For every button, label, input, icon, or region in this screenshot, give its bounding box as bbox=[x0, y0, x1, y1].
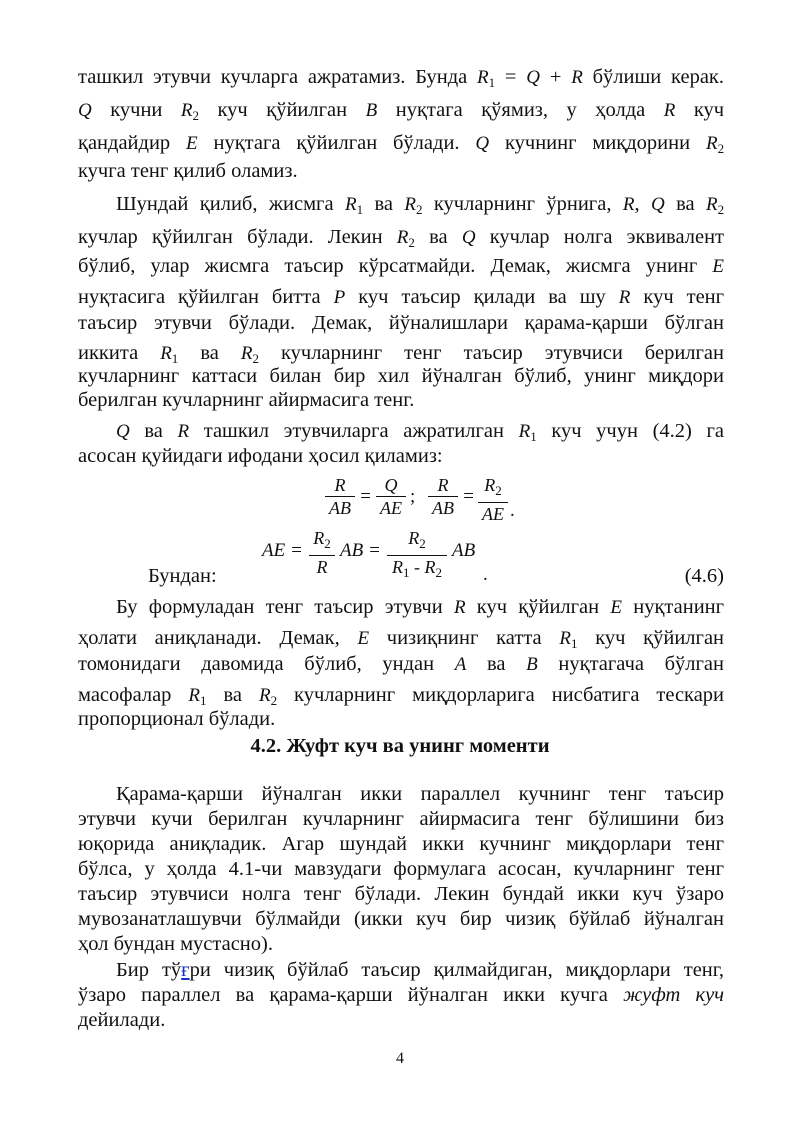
text: ва bbox=[223, 684, 242, 706]
para6-line3: дейилади. bbox=[78, 1009, 166, 1031]
para6-line2 bbox=[78, 982, 724, 1008]
text: ва bbox=[429, 226, 448, 248]
para3-line2: асосан қуйидаги ифодани ҳосил қиламиз: bbox=[78, 445, 443, 467]
para3-line1: Q ва R ташкил этувчиларга ажратилган $R_1$ куч учун (4.2) га bbox=[116, 420, 724, 444]
text bbox=[116, 959, 724, 981]
para5-line5: таъсир этувчиси нолга тенг бўлади. Лекин бундай икки куч ўзаро bbox=[78, 883, 724, 905]
sym-r1: $R_1$ bbox=[559, 628, 578, 651]
section-heading: 4.2. Жуфт куч ва унинг моменти bbox=[250, 735, 550, 757]
para5-line4: бўлса, у ҳолда 4.1-чи мавзудаги формулага асосан, кучларнинг тенг bbox=[78, 858, 724, 880]
text: нуқтага қўямиз, у ҳолда bbox=[395, 99, 646, 121]
text: ва bbox=[374, 193, 393, 215]
text: ва bbox=[200, 342, 219, 364]
text: ва bbox=[144, 420, 163, 442]
bundan-label: Бундан: bbox=[148, 565, 217, 587]
text: кучлар қўйилган бўлади. Лекин bbox=[78, 226, 383, 248]
text: кучни bbox=[110, 99, 163, 121]
sym-r2: $R_2$ bbox=[706, 194, 725, 217]
para1-line2: Q кучни $R_2$ куч қўйилган B нуқтага қўямиз, у ҳолда R куч bbox=[78, 99, 725, 123]
text: куч таъсир қилади ва шу bbox=[358, 286, 606, 308]
text: Бу формуладан тенг таъсир этувчи bbox=[116, 596, 443, 618]
para2-line1: Шундай қилиб, жисмга $R_1$ ва $R_2$ кучларнинг ўрнига, R, Q ва $R_2$ bbox=[116, 193, 725, 217]
para5-line1: Қарама-қарши йўналган икки параллел кучнинг тенг таъсир bbox=[116, 783, 724, 805]
ab-eq-symbol: AB = bbox=[340, 540, 381, 561]
text: кучларнинг миқдорларига нисбатига тескари bbox=[294, 684, 725, 706]
text: нуқтагача бўлган bbox=[558, 653, 724, 675]
text: ва bbox=[676, 193, 695, 215]
text: чизиқнинг катта bbox=[386, 627, 542, 649]
text: куч bbox=[693, 99, 725, 121]
para2-line5: таъсир этувчи бўлади. Демак, йўналишлари қарама-қарши бўлган bbox=[78, 312, 724, 334]
sym-r2: $R_2$ bbox=[240, 343, 259, 366]
text: куч тенг bbox=[643, 286, 725, 308]
para1-line1 bbox=[78, 64, 724, 96]
para1-line4: кучга тенг қилиб оламиз. bbox=[78, 160, 298, 182]
sym-r1: $R_1$ bbox=[188, 685, 207, 708]
equals-sign: = bbox=[359, 486, 372, 507]
fraction-r2-r1-minus-r2: $\frac{R_2}{R_1 - R_2}$ bbox=[387, 527, 447, 584]
equals-sign: = bbox=[462, 486, 475, 507]
text: иккита bbox=[78, 342, 139, 364]
para1-line3: қандайдир E нуқтага қўйилган бўлади. Q кучнинг миқдорини $R_2$ bbox=[78, 132, 725, 156]
sym-r2: $R_2$ bbox=[258, 685, 278, 708]
fraction-r-ab-2: $\frac{R}{AB}$ bbox=[428, 474, 458, 519]
para4-line2: ҳолати аниқланади. Демак, E чизиқнинг катта $R_1$ куч қўйилган bbox=[78, 627, 725, 651]
ab-symbol: AB bbox=[452, 540, 476, 561]
text: ташкил этувчиларга ажратилган bbox=[203, 420, 504, 442]
text: кучнинг миқдорини bbox=[504, 132, 691, 154]
text: , bbox=[634, 193, 640, 215]
text: ва bbox=[486, 653, 506, 675]
para6-line1 bbox=[116, 957, 724, 983]
text: Шундай қилиб, жисмга bbox=[116, 193, 334, 215]
sym-r2: $R_2$ bbox=[180, 100, 200, 123]
text: куч қўйилган bbox=[476, 596, 600, 618]
para5-line2: этувчи кучи берилган кучларнинг айирмасига тенг бўлишини биз bbox=[78, 808, 724, 830]
sym-r1: $R_1$ bbox=[518, 421, 537, 444]
text: ҳолати аниқланади. Демак, bbox=[78, 627, 340, 649]
fraction-r2-r: $\frac{R_2}{R}$ bbox=[309, 527, 335, 578]
text: ри чизиқ бўйлаб таъсир қилмайдиган, миқдорлари тенг, bbox=[189, 959, 724, 981]
para2-line8: берилган кучларнинг айирмасига тенг. bbox=[78, 389, 415, 411]
para4-line1: Бу формуладан тенг таъсир этувчи R куч қўйилган E нуқтанинг bbox=[116, 596, 725, 618]
fraction-q-ae: $\frac{Q}{AE}$ bbox=[376, 474, 406, 519]
period: . bbox=[510, 500, 515, 521]
equation-number: (4.6) bbox=[684, 565, 724, 587]
text: нуқтасига қўйилган битта bbox=[78, 286, 321, 308]
text: томонидаги давомида бўлиб, ундан bbox=[78, 653, 435, 675]
para4-line3: томонидаги давомида бўлиб, ундан A ва B нуқтагача бўлган bbox=[78, 653, 724, 675]
para2-line4: нуқтасига қўйилган битта P куч таъсир қилади ва шу R куч тенг bbox=[78, 286, 725, 308]
page-number: 4 bbox=[396, 1050, 404, 1067]
para4-line5: пропорционал бўлади. bbox=[78, 708, 276, 730]
text: ташкил этувчи кучларга ажратамиз. Бунда bbox=[78, 66, 468, 88]
sym-r2: $R_2$ bbox=[404, 194, 423, 217]
sym-r: R, bbox=[622, 193, 640, 215]
sym-r1: $R_1$ bbox=[344, 194, 364, 217]
text: кучлар нолга эквивалент bbox=[489, 226, 725, 248]
text: бўлиб, улар жисмга таъсир кўрсатмайди. Демак, жисмга унинг bbox=[78, 255, 698, 277]
text: куч қўйилган bbox=[595, 627, 725, 649]
para5-line3: юқорида аниқладик. Агар шундай икки кучнинг миқдорлари тенг bbox=[78, 833, 724, 855]
text: куч учун (4.2) га bbox=[551, 420, 724, 442]
ae-symbol: AE = bbox=[262, 540, 303, 561]
text: кучларнинг ўрнига, bbox=[433, 193, 612, 215]
text: кучларнинг тенг таъсир этувчиси берилган bbox=[280, 342, 724, 364]
sym-r2: $R_2$ bbox=[705, 133, 725, 156]
inline-link[interactable]: ғ bbox=[181, 959, 190, 981]
para2-line7: кучларнинг каттаси билан бир хил йўналган бўлиб, унинг миқдори bbox=[78, 365, 724, 387]
para2-line3: бўлиб, улар жисмга таъсир кўрсатмайди. Демак, жисмга унинг E bbox=[78, 255, 725, 277]
sym-r1: $R_1$ bbox=[160, 343, 179, 366]
text: масофалар bbox=[78, 684, 172, 706]
text: қандайдир bbox=[78, 132, 171, 154]
text: нуқтанинг bbox=[633, 596, 725, 618]
semicolon: ; bbox=[410, 486, 416, 507]
sym-r2: $R_2$ bbox=[396, 227, 415, 250]
para2-line2: кучлар қўйилган бўлади. Лекин $R_2$ ва Q кучлар нолга эквивалент bbox=[78, 226, 725, 250]
para5-line7: ҳол бундан мустасно). bbox=[78, 933, 273, 955]
text: ўзаро параллел ва қарама-қарши йўналган икки кучга bbox=[78, 984, 608, 1006]
text: куч қўйилган bbox=[217, 99, 348, 121]
fraction-r2-ae: $\frac{R_2}{AE}$ bbox=[478, 474, 508, 525]
text: нуқтага қўйилган бўлади. bbox=[213, 132, 460, 154]
para5-line6: мувозанатлашувчи бўлмайди (икки куч бир чизиқ бўйлаб йўналган bbox=[78, 908, 724, 930]
fraction-r-ab: $\frac{R}{AB}$ bbox=[325, 474, 355, 519]
text: Бир тў bbox=[116, 959, 182, 981]
text: бўлиши керак. bbox=[592, 66, 725, 88]
period: . bbox=[483, 564, 488, 585]
formula-r1-q-r: $R_1 = Q + R$ bbox=[477, 66, 583, 90]
term-italic: жуфт куч bbox=[623, 984, 724, 1006]
